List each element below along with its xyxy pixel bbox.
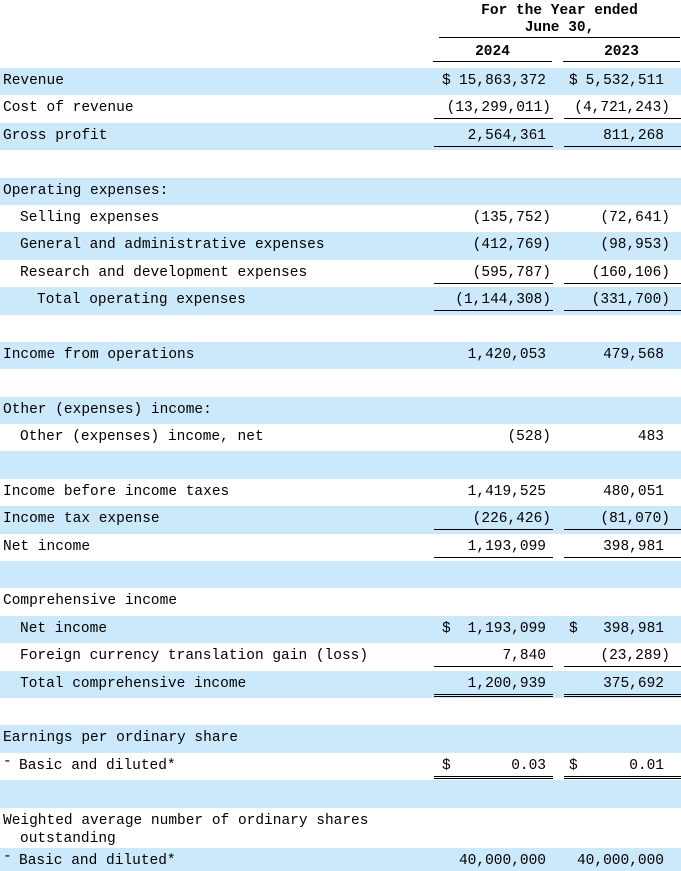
row-label xyxy=(0,342,434,369)
amount-value: 1,420,053 xyxy=(467,346,546,363)
row-gross-profit xyxy=(0,123,681,150)
row-basic-and-diluted xyxy=(0,753,681,780)
row-label xyxy=(0,588,434,615)
value-cell-2024 xyxy=(434,181,553,202)
value-cell-2024 xyxy=(434,728,553,749)
amount-value: (13,299,011) xyxy=(446,100,551,117)
row-label xyxy=(0,848,434,871)
spacer-row xyxy=(0,315,681,342)
value-cell-2024 xyxy=(434,400,553,421)
row-label-text: Cost of revenue xyxy=(3,100,134,117)
column-header-2024: 2024 xyxy=(433,44,552,62)
row-label xyxy=(0,643,434,670)
value-cell-2024 xyxy=(434,427,553,448)
row-label-text: Revenue xyxy=(3,73,64,89)
value-cell-2024 xyxy=(434,208,553,229)
row-net-income xyxy=(0,534,681,561)
dollar-sign: $ xyxy=(442,620,451,637)
column-header-2023: 2023 xyxy=(563,44,680,62)
row-other-expenses-income xyxy=(0,397,681,424)
value-cell-2024 xyxy=(434,674,553,695)
value-cell-2024 xyxy=(434,71,553,92)
amount-value: 483 xyxy=(637,429,664,446)
spacer-row xyxy=(0,150,681,177)
amount-value: (1,144,308) xyxy=(455,292,551,309)
value-cell-2024 xyxy=(434,345,553,366)
row-label-text: Income from operations xyxy=(3,346,195,363)
row-revenue xyxy=(0,68,681,95)
row-label xyxy=(0,534,434,561)
row-label-text: Basic and diluted* xyxy=(19,852,176,869)
row-label xyxy=(0,506,434,533)
amount-value: 15,863,372 xyxy=(458,73,546,89)
spacer-row xyxy=(0,451,681,478)
value-cell-2023 xyxy=(564,674,681,695)
dash-prefix: - xyxy=(3,848,12,865)
row-label-text: Weighted average number of ordinary shares xyxy=(3,812,369,829)
row-label-text: Earnings per ordinary share xyxy=(3,730,238,747)
row-label-text: Total comprehensive income xyxy=(20,675,247,692)
dollar-sign: $ xyxy=(569,620,578,637)
row-label-text: Income before income taxes xyxy=(3,483,230,500)
row-income-from-operations xyxy=(0,342,681,369)
row-total-operating-expenses xyxy=(0,287,681,314)
row-label-text: Total operating expenses xyxy=(37,292,246,309)
row-label xyxy=(0,68,434,95)
amount-value: 1,193,099 xyxy=(467,538,546,555)
value-cell-2024 xyxy=(434,235,553,256)
value-cell-2023 xyxy=(564,208,681,229)
row-label-text: Selling expenses xyxy=(20,209,160,226)
amount-value: (4,721,243) xyxy=(574,100,670,117)
row-label xyxy=(0,178,434,205)
row-label xyxy=(0,424,434,451)
amount-value: 1,200,939 xyxy=(467,675,546,692)
row-label-text: Basic and diluted* xyxy=(19,757,176,774)
value-cell-2024 xyxy=(434,756,553,777)
row-net-income xyxy=(0,616,681,643)
amount-value: 2,564,361 xyxy=(467,127,546,144)
row-label-text: Other (expenses) income: xyxy=(3,401,212,418)
amount-value: 40,000,000 xyxy=(576,852,664,869)
row-earnings-per-ordinary-share xyxy=(0,725,681,752)
spacer-row xyxy=(0,698,681,725)
row-label xyxy=(0,725,434,752)
value-cell-2023 xyxy=(564,400,681,421)
value-cell-2024 xyxy=(434,263,553,284)
amount-value: 0.03 xyxy=(511,757,546,774)
year-header-row xyxy=(433,44,680,62)
dollar-sign: $ xyxy=(442,73,451,89)
amount-value: (595,787) xyxy=(472,264,551,281)
column-gap xyxy=(552,44,563,62)
spacer-row xyxy=(0,561,681,588)
value-cell-2024 xyxy=(434,619,553,640)
amount-value: (135,752) xyxy=(472,209,551,226)
amount-value: (412,769) xyxy=(472,237,551,254)
row-income-tax-expense xyxy=(0,506,681,533)
value-cell-2023 xyxy=(564,728,681,749)
value-cell-2024 xyxy=(434,591,553,612)
table-body xyxy=(0,68,681,871)
row-income-before-income-taxes xyxy=(0,479,681,506)
row-label-text: Income tax expense xyxy=(3,511,160,528)
row-label-text: Comprehensive income xyxy=(3,593,178,610)
amount-value: 7,840 xyxy=(502,648,546,665)
value-cell-2023 xyxy=(564,811,681,832)
value-cell-2024 xyxy=(434,851,553,871)
row-cost-of-revenue xyxy=(0,95,681,122)
amount-value: (528) xyxy=(507,429,551,446)
dash-prefix: - xyxy=(3,753,12,770)
row-label xyxy=(0,808,434,848)
row-label-text-line2: outstanding xyxy=(20,830,116,847)
amount-value: 398,981 xyxy=(603,620,664,637)
amount-value: 480,051 xyxy=(603,483,664,500)
value-cell-2023 xyxy=(564,263,681,284)
row-weighted-average-number-of-ordinary-shares xyxy=(0,808,681,848)
dollar-sign: $ xyxy=(569,73,578,89)
amount-value: (98,953) xyxy=(600,237,670,254)
value-cell-2023 xyxy=(564,98,681,119)
row-label-text: Research and development expenses xyxy=(20,264,308,281)
amount-value: 375,692 xyxy=(603,675,664,692)
value-cell-2023 xyxy=(564,537,681,558)
amount-value: (81,070) xyxy=(600,511,670,528)
row-label-text: Gross profit xyxy=(3,127,108,144)
table-header xyxy=(0,0,681,68)
amount-value: 40,000,000 xyxy=(458,852,546,869)
row-research-and-development-expenses xyxy=(0,260,681,287)
header-columns xyxy=(433,0,680,68)
row-label-text: Net income xyxy=(20,620,108,637)
spacer-row xyxy=(0,780,681,807)
row-basic-and-diluted xyxy=(0,848,681,871)
row-label xyxy=(0,205,434,232)
row-selling-expenses xyxy=(0,205,681,232)
row-label-text: Foreign currency translation gain (loss) xyxy=(20,648,369,665)
period-title xyxy=(439,0,680,38)
dollar-sign: $ xyxy=(569,757,578,774)
value-cell-2023 xyxy=(564,756,681,777)
value-cell-2024 xyxy=(434,811,553,832)
amount-value: 1,419,525 xyxy=(467,483,546,500)
row-comprehensive-income xyxy=(0,588,681,615)
value-cell-2024 xyxy=(434,646,553,667)
row-operating-expenses xyxy=(0,178,681,205)
row-label xyxy=(0,123,434,150)
value-cell-2023 xyxy=(564,646,681,667)
amount-value: 398,981 xyxy=(603,538,664,555)
amount-value: (160,106) xyxy=(591,264,670,281)
amount-value: (23,289) xyxy=(600,648,670,665)
header-label-spacer xyxy=(0,0,433,68)
value-cell-2023 xyxy=(564,181,681,202)
row-label-text: Other (expenses) income, net xyxy=(20,429,264,446)
period-title-line1: For the Year ended xyxy=(481,3,638,19)
value-cell-2023 xyxy=(564,235,681,256)
value-cell-2023 xyxy=(564,126,681,147)
row-label xyxy=(0,753,434,780)
row-label xyxy=(0,232,434,259)
value-cell-2023 xyxy=(564,509,681,530)
amount-value: (72,641) xyxy=(600,209,670,226)
value-cell-2024 xyxy=(434,509,553,530)
amount-value: 479,568 xyxy=(603,346,664,363)
amount-value: 5,532,511 xyxy=(585,73,664,89)
amount-value: 0.01 xyxy=(629,757,664,774)
value-cell-2024 xyxy=(434,482,553,503)
row-label-text: General and administrative expenses xyxy=(20,237,325,254)
row-total-comprehensive-income xyxy=(0,671,681,698)
spacer-row xyxy=(0,369,681,396)
value-cell-2024 xyxy=(434,537,553,558)
value-cell-2024 xyxy=(434,126,553,147)
value-cell-2023 xyxy=(564,71,681,92)
row-label-text: Operating expenses: xyxy=(3,182,169,199)
value-cell-2023 xyxy=(564,851,681,871)
amount-value: (226,426) xyxy=(472,511,551,528)
value-cell-2023 xyxy=(564,345,681,366)
amount-value: 811,268 xyxy=(603,127,664,144)
amount-value: (331,700) xyxy=(591,292,670,309)
dollar-sign: $ xyxy=(442,757,451,774)
row-label xyxy=(0,397,434,424)
row-label xyxy=(0,616,434,643)
row-other-expenses-income-net xyxy=(0,424,681,451)
row-label-text: Net income xyxy=(3,538,91,555)
row-label xyxy=(0,671,434,698)
row-label xyxy=(0,260,434,287)
row-foreign-currency-translation-gain-loss xyxy=(0,643,681,670)
value-cell-2023 xyxy=(564,591,681,612)
amount-value: 1,193,099 xyxy=(467,620,546,637)
value-cell-2023 xyxy=(564,290,681,311)
row-label xyxy=(0,287,434,314)
value-cell-2023 xyxy=(564,427,681,448)
value-cell-2023 xyxy=(564,619,681,640)
value-cell-2023 xyxy=(564,482,681,503)
value-cell-2024 xyxy=(434,98,553,119)
row-label xyxy=(0,95,434,122)
value-cell-2024 xyxy=(434,290,553,311)
row-general-and-administrative-expenses xyxy=(0,232,681,259)
period-title-line2: June 30, xyxy=(524,20,595,36)
row-label xyxy=(0,479,434,506)
